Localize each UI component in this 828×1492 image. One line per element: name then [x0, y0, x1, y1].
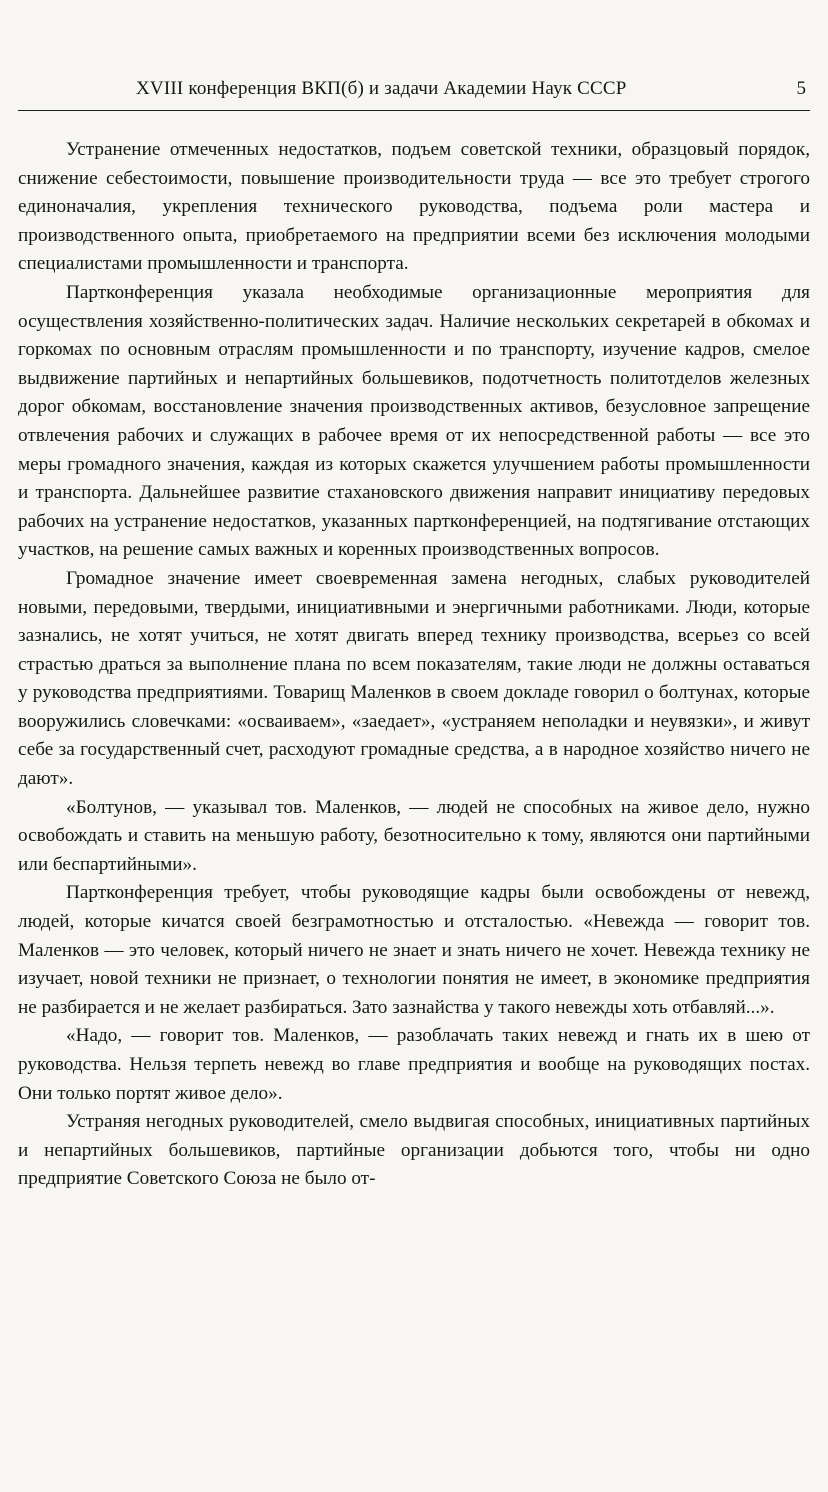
running-title: XVIII конференция ВКП(б) и задачи Академии Наук СССР — [136, 78, 627, 99]
paragraph: Устраняя негодных руководителей, смело выдвигая способных, инициативных партийных и непартийных большевиков, партийные организации добьются того, чтобы ни одно предприятие Советского Союза не было от- — [18, 1111, 810, 1190]
paragraph: Партконференция требует, чтобы руководящие кадры были освобождены от невежд, людей, которые кичатся своей безграмотностью и отсталостью. «Невежда — говорит тов. Маленков — это человек, который ничего не знает и знать ничего не хочет. Невежда технику не изучает, новой техники не признает, о технологии понятия не имеет, в экономике предприятия не разбирается и не желает разбираться. Зато зазнайства у такого невежды хоть отбавляй...». — [18, 882, 810, 1018]
body-text — [18, 136, 810, 1194]
running-header — [18, 72, 810, 111]
paragraph: Партконференция указала необходимые организационные мероприятия для осуществления хозяйственно-политических задач. Наличие нескольких секретарей в обкомах и горкомах по основным отраслям промышленности и по транспорту, изучение кадров, смелое выдвижение партийных и непартийных большевиков, подотчетность политотделов железных дорог обкомам, восстановление значения производственных активов, безусловное запрещение отвлечения рабочих и служащих в рабочее время от их непосредственной работы — все это меры громадного значения, каждая из которых скажется улучшением работы промышленности и транспорта. Дальнейшее развитие стахановского движения направит инициативу передовых рабочих на устранение недостатков, указанных партконференцией, на подтягивание отстающих участков, на решение самых важных и коренных производственных вопросов. — [18, 281, 810, 561]
paragraph: Устранение отмеченных недостатков, подъем советской техники, образцовый порядок, снижение себестоимости, повышение производительности труда — все это требует строгого единоначалия, укрепления технического руководства, подъема роли мастера и производственного опыта, приобретаемого на предприятии всеми без исключения молодыми специалистами промышленности и транспорта. — [18, 139, 810, 275]
paragraph: «Болтунов, — указывал тов. Маленков, — людей не способных на живое дело, нужно освобождать и ставить на меньшую работу, безотносительно к тому, являются они партийными или беспартийными». — [18, 796, 810, 875]
paragraph: «Надо, — говорит тов. Маленков, — разоблачать таких невежд и гнать их в шею от руководства. Нельзя терпеть невежд во главе предприятия и вообще на руководящих постах. Они только портят живое дело». — [18, 1025, 810, 1104]
paragraph: Громадное значение имеет своевременная замена негодных, слабых руководителей новыми, передовыми, твердыми, инициативными и энергичными работниками. Люди, которые зазнались, не хотят учиться, не хотят двигать вперед технику производства, всерьез со всей страстью драться за выполнение плана по всем показателям, такие люди не должны оставаться у руководства предприятиями. Товарищ Маленков в своем докладе говорил о болтунах, которые вооружились словечками: «осваиваем», «заедает», «устраняем неполадки и неувязки», и живут себе за государственный счет, расходуют громадные средства, а в народное хозяйство ничего не дают». — [18, 567, 810, 790]
page-number: 5 — [796, 78, 806, 99]
